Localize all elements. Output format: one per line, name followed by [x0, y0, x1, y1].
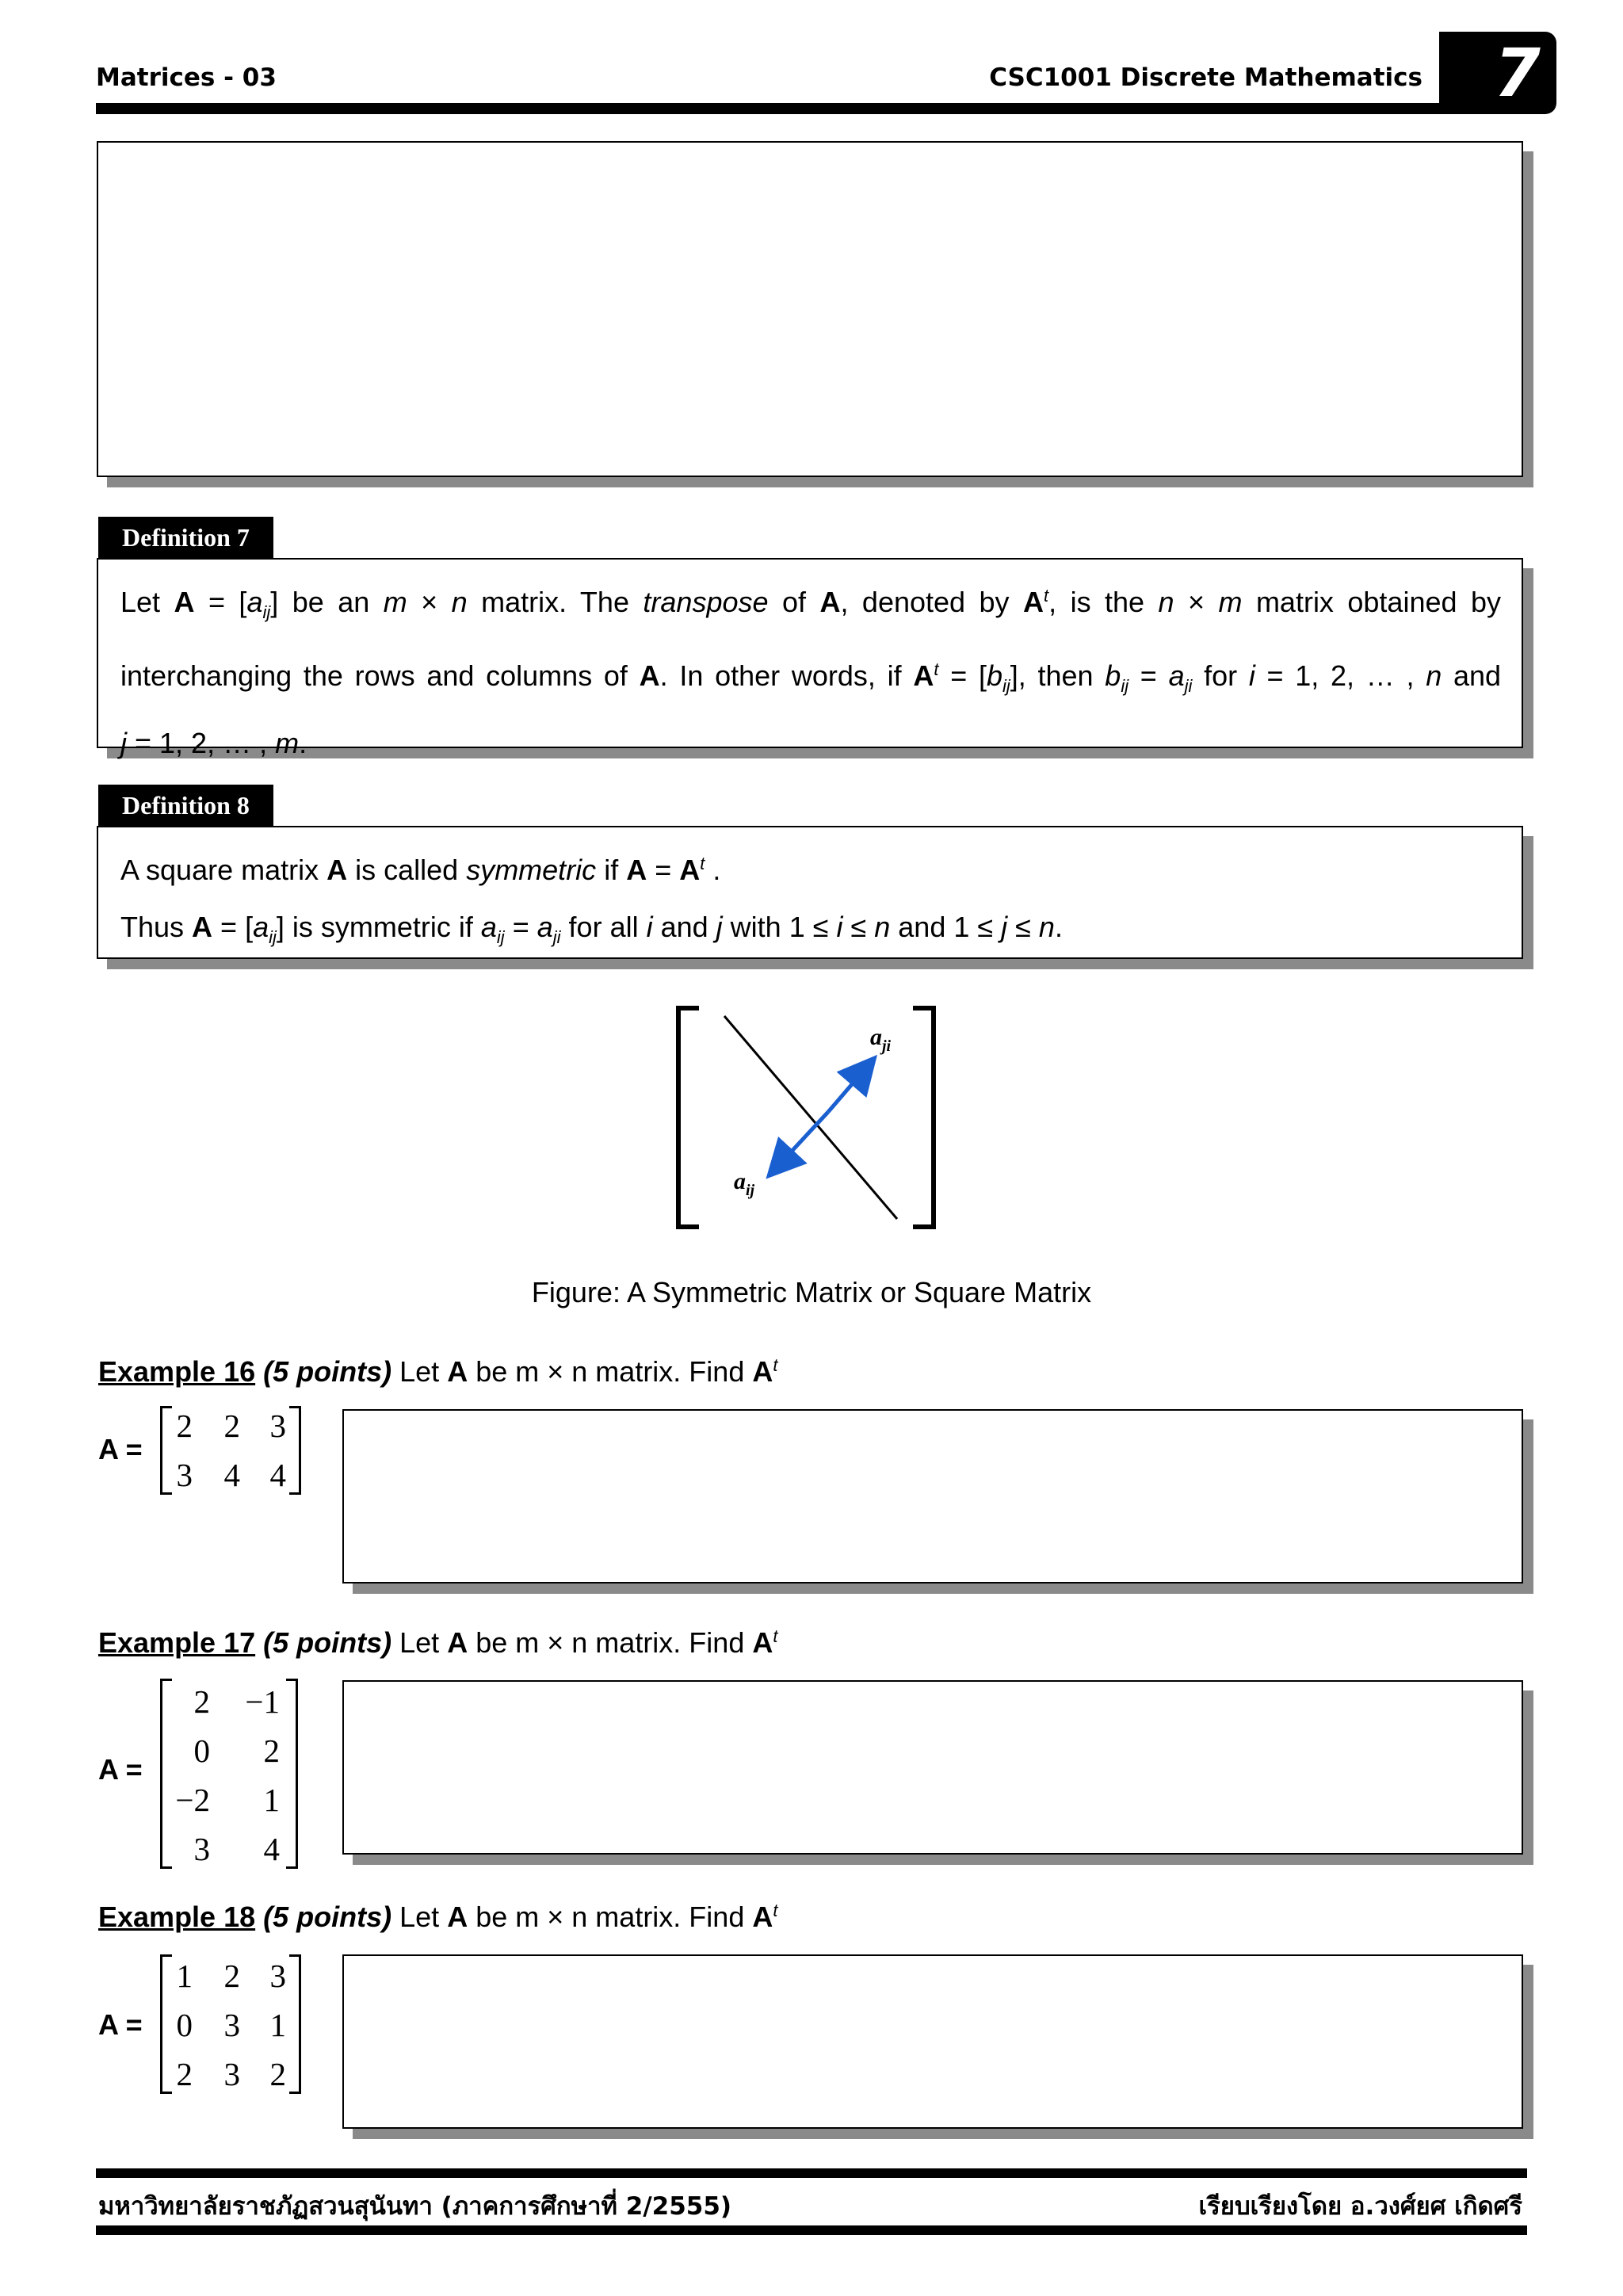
symmetric-matrix-figure: [666, 999, 959, 1236]
right-bracket: [913, 1008, 934, 1227]
example-18-answer-box[interactable]: [342, 1954, 1523, 2129]
definition-8-box: [97, 826, 1523, 959]
left-bracket: [678, 1008, 699, 1227]
symmetry-arrow-reverse: [777, 1112, 828, 1167]
header-rule: [96, 103, 1451, 114]
header-course: CSC1001 Discrete Mathematics: [989, 63, 1423, 92]
example-17-answer-box[interactable]: [342, 1680, 1523, 1855]
example-points: (5 points): [263, 1355, 392, 1388]
example-17-a-label: A =: [98, 1753, 143, 1786]
example-number: Example 18: [98, 1901, 256, 1933]
empty-answer-box-top: [97, 141, 1523, 477]
example-points: (5 points): [263, 1901, 392, 1933]
definition-8-text: A square matrix A is called symmetric if $A = A^t$ . Thus $A = [a_{ij}]$ is symmetric if $a_{ij} = a_{ji}$ for all i and j with 1 ≤ i ≤ n and 1 ≤ j ≤ n.: [120, 854, 1063, 948]
example-16-heading: Example 16 (5 points) Let A be m × n matrix. Find $A^t$: [98, 1355, 778, 1388]
definition-8-tab: Definition 8: [98, 785, 273, 826]
example-points: (5 points): [263, 1626, 392, 1659]
footer-author: เรียบเรียงโดย อ.วงศ์ยศ เกิดศรี: [1198, 2192, 1522, 2221]
header-chapter: Matrices - 03: [96, 63, 277, 92]
example-17-heading: Example 17 (5 points) Let A be m × n matrix. Find $A^t$: [98, 1626, 778, 1659]
footer-rule-top: [96, 2168, 1527, 2178]
definition-7-box: [97, 558, 1523, 760]
example-18-a-label: A =: [98, 2008, 143, 2041]
example-18-matrix: 1 2 3 0 3 1 2 3 2: [160, 1954, 301, 2094]
definition-7-tab: Definition 7: [98, 517, 273, 558]
example-17-matrix: 2 −1 0 2 −2 1 3 4: [160, 1679, 298, 1869]
figure-caption: Figure: A Symmetric Matrix or Square Matrix: [531, 1276, 1092, 1308]
example-number: Example 16: [98, 1355, 256, 1388]
example-16-answer-box[interactable]: [342, 1409, 1523, 1584]
label-a-ij: $a_{ij}$: [734, 1168, 755, 1199]
example-number: Example 17: [98, 1626, 256, 1659]
example-18-heading: Example 18 (5 points) Let A be m × n matrix. Find $A^t$: [98, 1901, 778, 1933]
example-16-a-label: A =: [98, 1433, 143, 1465]
label-a-ji: $a_{ji}$: [870, 1024, 892, 1055]
example-16-matrix: 2 2 3 3 4 4: [160, 1406, 301, 1495]
definition-7-text: Let $A = [a_{ij}]$ be an m × n matrix. The transpose of A, denoted by $A^t$, is the n × m matrix obtained by interchanging the rows and columns of A. In other words, if $A^t = [b_{ij}]$, then $b_{ij} = a_{ji}$ for i = 1, 2, … , n and j = 1, 2, … , m.: [120, 586, 1502, 760]
footer-university: มหาวิทยาลัยราชภัฏสวนสุนันทา (ภาคการศึกษาที่ 2/2555): [98, 2192, 732, 2221]
page-number: 7: [1439, 32, 1556, 114]
footer-rule-bottom: [96, 2225, 1527, 2235]
symmetry-arrow: [828, 1067, 867, 1112]
